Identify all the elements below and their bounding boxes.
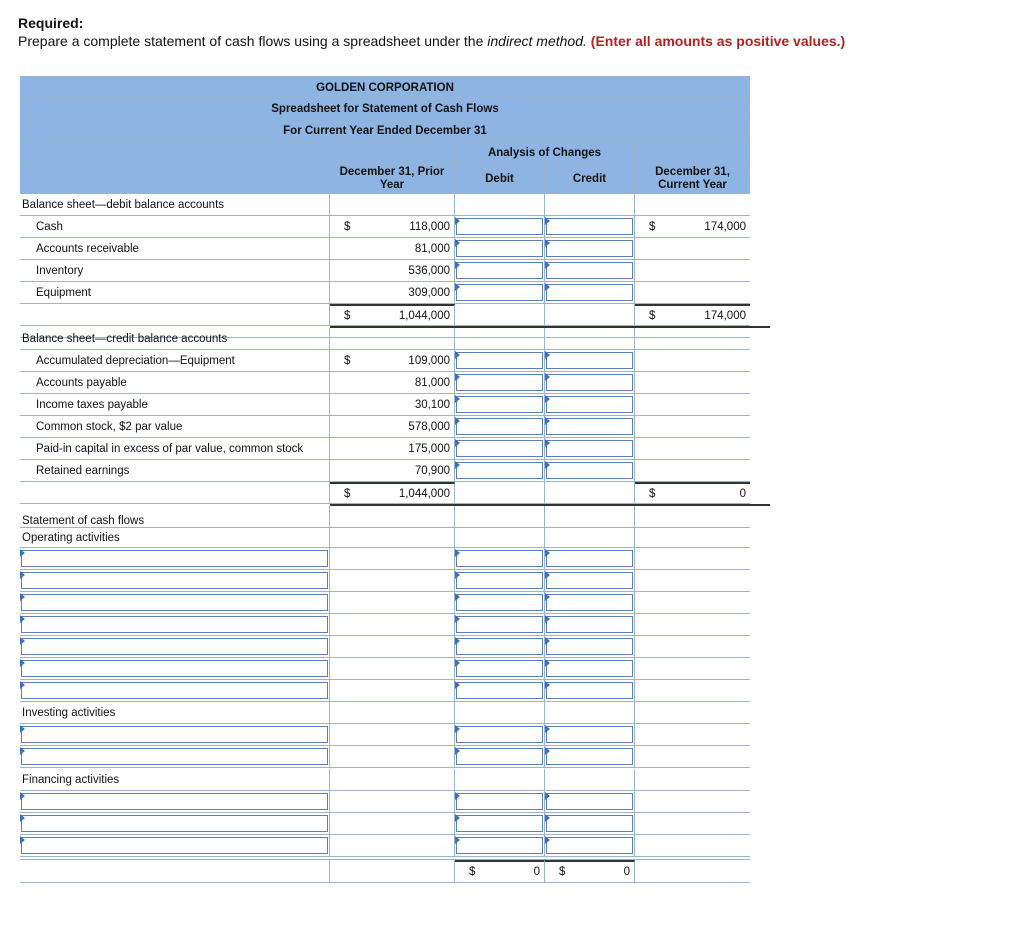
table-row — [20, 282, 750, 304]
dollar-sign: $ — [344, 354, 351, 367]
debit-section-title: Balance sheet—debit balance accounts — [22, 198, 225, 211]
cashflow-input-row — [20, 746, 750, 768]
company-name: GOLDEN CORPORATION — [20, 76, 750, 98]
debit-input[interactable] — [456, 682, 543, 699]
col-debit: Debit — [485, 172, 514, 185]
description-input[interactable] — [21, 837, 328, 854]
prior-amount: 30,100 — [414, 398, 450, 411]
debit-input[interactable] — [456, 748, 543, 765]
financing-title: Financing activities — [22, 773, 120, 786]
cashflow-input-row — [20, 614, 750, 636]
investing-title-row — [20, 702, 750, 724]
dollar-sign: $ — [559, 866, 566, 878]
instructions — [18, 14, 845, 50]
required-warning: (Enter all amounts as positive values.) — [590, 33, 846, 49]
operating-title: Operating activities — [22, 531, 120, 544]
credit-total: 0 — [623, 866, 630, 878]
description-input[interactable] — [21, 726, 328, 743]
cashflow-input-row — [20, 658, 750, 680]
credit-input[interactable] — [546, 240, 633, 257]
row-label: Income taxes payable — [36, 398, 148, 411]
required-text-italic: indirect method. — [487, 33, 587, 49]
debit-input[interactable] — [456, 462, 543, 479]
description-input[interactable] — [21, 748, 328, 765]
credit-total-row — [20, 482, 750, 504]
description-input[interactable] — [21, 682, 328, 699]
debit-total-row — [20, 304, 750, 326]
credit-section-row — [20, 328, 750, 350]
debit-input[interactable] — [456, 815, 543, 832]
spreadsheet-grid — [20, 142, 750, 892]
prior-amount: 309,000 — [408, 286, 450, 299]
debit-input[interactable] — [456, 262, 543, 279]
debit-input[interactable] — [456, 572, 543, 589]
operating-title-row — [20, 528, 750, 548]
debit-input[interactable] — [456, 638, 543, 655]
table-row — [20, 372, 750, 394]
debit-input[interactable] — [456, 594, 543, 611]
dollar-sign: $ — [649, 487, 656, 500]
spreadsheet-title: Spreadsheet for Statement of Cash Flows — [20, 98, 750, 120]
debit-input[interactable] — [456, 616, 543, 633]
column-header-row — [20, 164, 750, 194]
cashflow-title: Statement of cash flows — [22, 514, 145, 527]
investing-title: Investing activities — [22, 706, 116, 719]
table-row — [20, 438, 750, 460]
description-input[interactable] — [21, 815, 328, 832]
credit-input[interactable] — [546, 284, 633, 301]
credit-input[interactable] — [546, 374, 633, 391]
description-input[interactable] — [21, 660, 328, 677]
prior-amount: 81,000 — [414, 242, 450, 255]
financing-title-row — [20, 769, 750, 791]
credit-input[interactable] — [546, 748, 633, 765]
debit-total: 0 — [533, 866, 540, 878]
current-amount: 174,000 — [704, 220, 746, 233]
credit-input[interactable] — [546, 396, 633, 413]
analysis-of-changes: Analysis of Changes — [455, 142, 635, 163]
credit-input[interactable] — [546, 262, 633, 279]
prior-amount: 118,000 — [409, 220, 450, 233]
row-label: Paid-in capital in excess of par value, common stock — [36, 442, 304, 455]
credit-input[interactable] — [546, 616, 633, 633]
description-input[interactable] — [21, 638, 328, 655]
col-credit: Credit — [572, 172, 607, 185]
required-text-main: Prepare a complete statement of cash flows using a spreadsheet under the — [18, 33, 488, 49]
credit-input[interactable] — [546, 638, 633, 655]
row-label: Cash — [36, 220, 63, 233]
cashflow-input-row — [20, 791, 750, 813]
dollar-sign: $ — [649, 309, 656, 322]
dollar-sign: $ — [469, 866, 476, 878]
credit-input[interactable] — [546, 815, 633, 832]
table-row — [20, 216, 750, 238]
table-row — [20, 350, 750, 372]
prior-amount: 578,000 — [408, 420, 450, 433]
cashflow-input-row — [20, 636, 750, 658]
debit-input[interactable] — [456, 218, 543, 235]
prior-amount: 81,000 — [414, 376, 450, 389]
row-label: Equipment — [36, 286, 91, 299]
table-row — [20, 394, 750, 416]
col-current-year: December 31, Current Year — [655, 165, 730, 191]
totals-row — [20, 859, 750, 883]
col-prior-year: December 31, Prior Year — [339, 165, 445, 191]
required-heading: Required: — [18, 15, 84, 31]
required-text — [18, 32, 845, 50]
credit-input[interactable] — [546, 352, 633, 369]
row-label: Accounts payable — [36, 376, 127, 389]
description-input[interactable] — [21, 616, 328, 633]
cashflow-input-row — [20, 570, 750, 592]
current-total: 0 — [739, 487, 746, 500]
debit-input[interactable] — [456, 284, 543, 301]
row-label: Accounts receivable — [36, 242, 139, 255]
credit-input[interactable] — [546, 594, 633, 611]
debit-input[interactable] — [456, 837, 543, 854]
prior-total: 1,044,000 — [398, 487, 450, 500]
credit-input[interactable] — [546, 726, 633, 743]
cashflow-input-row — [20, 813, 750, 835]
table-row — [20, 460, 750, 482]
row-label: Common stock, $2 par value — [36, 420, 183, 433]
debit-input[interactable] — [456, 352, 543, 369]
credit-input[interactable] — [546, 793, 633, 810]
credit-input[interactable] — [546, 837, 633, 854]
cashflow-title-row — [20, 506, 750, 528]
credit-input[interactable] — [546, 660, 633, 677]
dollar-sign: $ — [344, 309, 351, 322]
debit-input[interactable] — [456, 726, 543, 743]
prior-amount: 175,000 — [408, 442, 450, 455]
debit-input[interactable] — [456, 440, 543, 457]
cashflow-input-row — [20, 548, 750, 570]
description-input[interactable] — [21, 594, 328, 611]
cashflow-input-row — [20, 680, 750, 702]
dollar-sign: $ — [344, 220, 351, 233]
credit-input[interactable] — [546, 418, 633, 435]
prior-amount: 109,000 — [408, 354, 450, 367]
credit-input[interactable] — [546, 440, 633, 457]
description-input[interactable] — [21, 550, 328, 567]
debit-input[interactable] — [456, 240, 543, 257]
credit-input[interactable] — [546, 682, 633, 699]
debit-input[interactable] — [456, 793, 543, 810]
debit-input[interactable] — [456, 418, 543, 435]
debit-input[interactable] — [456, 374, 543, 391]
credit-input[interactable] — [546, 218, 633, 235]
description-input[interactable] — [21, 572, 328, 589]
credit-input[interactable] — [546, 462, 633, 479]
row-label: Accumulated depreciation—Equipment — [36, 354, 235, 367]
debit-input[interactable] — [456, 660, 543, 677]
row-label: Inventory — [36, 264, 84, 277]
cashflow-input-row — [20, 592, 750, 614]
dollar-sign: $ — [344, 487, 351, 500]
credit-section-title: Balance sheet—credit balance accounts — [22, 332, 228, 345]
prior-amount: 70,900 — [414, 464, 450, 477]
description-input[interactable] — [21, 793, 328, 810]
credit-input[interactable] — [546, 550, 633, 567]
current-total: 174,000 — [704, 309, 746, 322]
spreadsheet — [20, 76, 750, 142]
analysis-header-row — [20, 142, 750, 164]
debit-input[interactable] — [456, 550, 543, 567]
table-row — [20, 416, 750, 438]
table-row — [20, 260, 750, 282]
dollar-sign: $ — [649, 220, 656, 233]
credit-input[interactable] — [546, 572, 633, 589]
table-row — [20, 238, 750, 260]
period-title: For Current Year Ended December 31 — [20, 120, 750, 142]
prior-amount: 536,000 — [408, 264, 450, 277]
cashflow-input-row — [20, 724, 750, 746]
debit-section-row — [20, 194, 750, 216]
cashflow-input-row — [20, 835, 750, 857]
debit-input[interactable] — [456, 396, 543, 413]
prior-total: 1,044,000 — [398, 309, 450, 322]
row-label: Retained earnings — [36, 464, 130, 477]
